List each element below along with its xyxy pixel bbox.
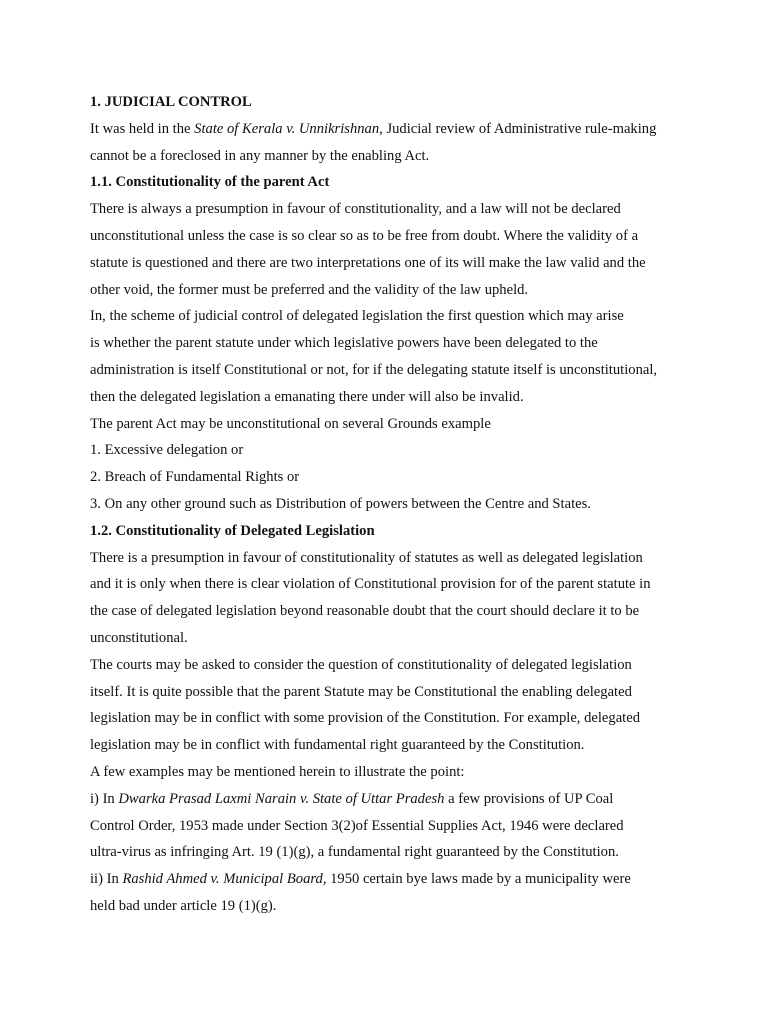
- text-line: cannot be a foreclosed in any manner by the enabling Act.: [90, 147, 430, 164]
- example-dwarka-prasad: [90, 786, 690, 866]
- text-line: [90, 786, 690, 813]
- text-line: ultra-virus as infringing Art. 19 (1)(g), a fundamental right guaranteed by the Constitution.: [90, 844, 619, 861]
- case-citation: Dwarka Prasad Laxmi Narain v. State of Uttar Pradesh: [118, 790, 445, 807]
- text-line: then the delegated legislation a emanating there under will also be invalid.: [90, 388, 524, 405]
- text-line: held bad under article 19 (1)(g).: [90, 897, 277, 914]
- text-segment: It was held in the: [90, 120, 195, 137]
- text-line: legislation may be in conflict with fundamental right guaranteed by the Constitution.: [90, 737, 585, 754]
- paragraph-presumption-statutes: [90, 545, 690, 652]
- text-line: unconstitutional.: [90, 629, 188, 646]
- text-segment: ii) In: [90, 871, 123, 888]
- text-line: There is a presumption in favour of constitutionality of statutes as well as delegated legislation: [90, 549, 643, 566]
- list-item: 2. Breach of Fundamental Rights or: [90, 469, 300, 486]
- text-line: [90, 116, 690, 143]
- text-line: The courts may be asked to consider the question of constitutionality of delegated legislation: [90, 656, 632, 673]
- paragraph-intro: [90, 116, 690, 170]
- text-line: legislation may be in conflict with some provision of the Constitution. For example, delegated: [90, 710, 641, 727]
- grounds-list: [90, 437, 690, 517]
- heading-constitutionality-parent-act: 1.1. Constitutionality of the parent Act: [90, 174, 330, 191]
- text-line: unconstitutional unless the case is so clear so as to be free from doubt. Where the validity of a: [90, 227, 639, 244]
- text-segment: i) In: [90, 790, 119, 807]
- text-line: There is always a presumption in favour of constitutionality, and a law will not be declared: [90, 201, 621, 218]
- text-line: [90, 866, 690, 893]
- text-line: itself. It is quite possible that the parent Statute may be Constitutional the enabling delegated: [90, 683, 632, 700]
- paragraph-scheme: [90, 303, 690, 410]
- heading-judicial-control: 1. JUDICIAL CONTROL: [90, 94, 252, 110]
- text-segment: , 1950 certain bye laws made by a municipality were: [322, 871, 631, 888]
- text-line: administration is itself Constitutional or not, for if the delegating statute itself is unconstitutional,: [90, 361, 658, 378]
- heading-constitutionality-delegated-legislation: 1.2. Constitutionality of Delegated Legislation: [90, 522, 375, 539]
- example-rashid-ahmed: [90, 866, 690, 920]
- case-citation: Rashid Ahmed v. Municipal Board: [122, 871, 323, 888]
- text-segment: , Judicial review of Administrative rule-making: [379, 120, 657, 137]
- paragraph-presumption: [90, 196, 690, 303]
- text-segment: a few provisions of UP Coal: [444, 790, 614, 807]
- list-item: 1. Excessive delegation or: [90, 442, 244, 459]
- text-line: is whether the parent statute under which legislative powers have been delegated to the: [90, 335, 598, 352]
- text-line: the case of delegated legislation beyond reasonable doubt that the court should declare it to be: [90, 603, 640, 620]
- case-citation: State of Kerala v. Unnikrishnan: [194, 120, 380, 137]
- text-line: and it is only when there is clear violation of Constitutional provision for of the parent statute in: [90, 576, 651, 593]
- text-line: statute is questioned and there are two interpretations one of its will make the law valid and the: [90, 254, 646, 271]
- paragraph-courts: [90, 652, 690, 759]
- text-line: Control Order, 1953 made under Section 3(2)of Essential Supplies Act, 1946 were declared: [90, 817, 624, 834]
- document-page: [90, 89, 690, 920]
- text-line: other void, the former must be preferred and the validity of the law upheld.: [90, 281, 529, 298]
- text-line: In, the scheme of judicial control of delegated legislation the first question which may arise: [90, 308, 624, 325]
- list-item: 3. On any other ground such as Distribution of powers between the Centre and States.: [90, 495, 591, 512]
- paragraph-examples-intro: A few examples may be mentioned herein to illustrate the point:: [90, 763, 465, 780]
- paragraph-grounds-intro: The parent Act may be unconstitutional on several Grounds example: [90, 415, 491, 432]
